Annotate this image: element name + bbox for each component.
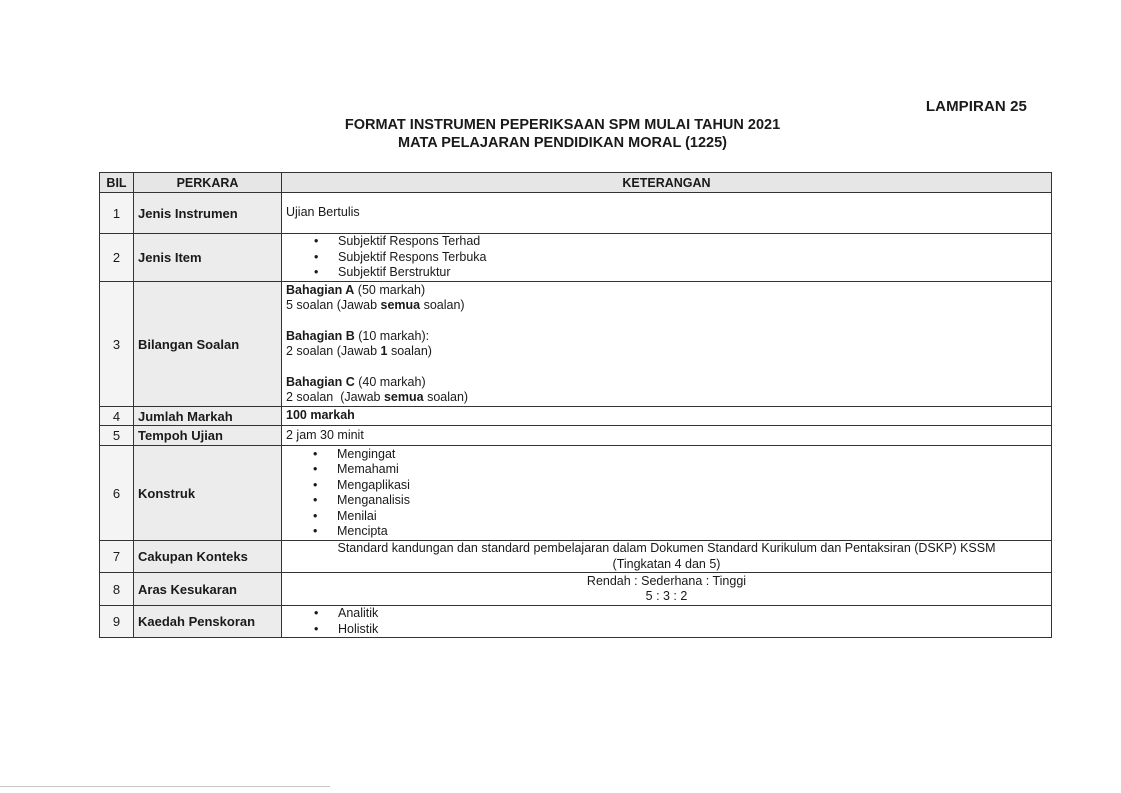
table-row xyxy=(100,446,1052,541)
table-row xyxy=(100,234,1052,282)
row-description xyxy=(282,446,1052,541)
row-item: Jenis Item xyxy=(134,234,282,282)
section-b xyxy=(286,329,1047,360)
section-post: soalan) xyxy=(387,344,432,358)
section-label: Bahagian B xyxy=(286,328,355,343)
title-line-2: MATA PELAJARAN PENDIDIKAN MORAL (1225) xyxy=(398,135,727,151)
section-a xyxy=(286,283,1047,314)
row-description xyxy=(282,234,1052,282)
row-description xyxy=(282,606,1052,638)
row-number: 9 xyxy=(100,606,134,638)
header-perkara: PERKARA xyxy=(134,173,282,193)
section-emph: 1 xyxy=(380,344,388,358)
format-table xyxy=(99,172,1052,638)
section-marks: (50 markah) xyxy=(354,282,426,297)
appendix-label: LAMPIRAN 25 xyxy=(925,98,1027,115)
section-pre: 2 soalan (Jawab xyxy=(286,344,381,358)
list-item: • Mengaplikasi xyxy=(313,478,1047,494)
row-item: Jumlah Markah xyxy=(134,407,282,426)
row-number: 1 xyxy=(100,193,134,234)
section-label: Bahagian A xyxy=(286,282,355,297)
row-number: 7 xyxy=(100,541,134,573)
table-row xyxy=(100,606,1052,638)
header-keterangan: KETERANGAN xyxy=(282,173,1052,193)
row-description: 100 markah xyxy=(282,407,1052,426)
list-item: • Analitik xyxy=(314,606,1047,622)
row-item: Aras Kesukaran xyxy=(134,573,282,606)
difficulty-ratio: 5 : 3 : 2 xyxy=(645,589,688,603)
table-row xyxy=(100,282,1052,407)
list-item: • Menganalisis xyxy=(313,493,1047,509)
item-type-list xyxy=(286,234,1047,281)
list-item: • Mencipta xyxy=(313,524,1047,540)
list-item: • Mengingat xyxy=(313,447,1047,463)
table-row xyxy=(100,426,1052,446)
section-marks: (40 markah) xyxy=(354,374,426,389)
section-emph: semua xyxy=(380,298,421,312)
header-bil: BIL xyxy=(100,173,134,193)
list-item: • Holistik xyxy=(314,622,1047,638)
scoring-list xyxy=(286,606,1047,637)
section-marks: (10 markah): xyxy=(354,328,430,343)
section-label: Bahagian C xyxy=(286,374,355,389)
table-row xyxy=(100,193,1052,234)
row-description: 2 jam 30 minit xyxy=(282,426,1052,446)
row-number: 6 xyxy=(100,446,134,541)
context-line-2: (Tingkatan 4 dan 5) xyxy=(612,556,721,571)
list-item: • Subjektif Respons Terbuka xyxy=(314,250,1047,266)
table-row xyxy=(100,541,1052,573)
document-title xyxy=(0,116,1121,152)
section-emph: semua xyxy=(383,390,424,404)
row-item: Bilangan Soalan xyxy=(134,282,282,407)
scan-edge-line xyxy=(0,786,330,787)
row-description xyxy=(282,282,1052,407)
list-item: • Memahami xyxy=(313,462,1047,478)
context-line-1: Standard kandungan dan standard pembelajaran dalam Dokumen Standard Kurikulum dan Pentaksiran (DSKP) KSSM xyxy=(337,541,996,555)
section-pre: 2 soalan (Jawab xyxy=(286,390,384,404)
row-description: Ujian Bertulis xyxy=(282,193,1052,234)
section-pre: 5 soalan (Jawab xyxy=(286,298,381,312)
row-item: Cakupan Konteks xyxy=(134,541,282,573)
row-description xyxy=(282,541,1052,573)
row-item: Konstruk xyxy=(134,446,282,541)
section-post: soalan) xyxy=(420,298,465,312)
difficulty-labels: Rendah : Sederhana : Tinggi xyxy=(586,573,747,588)
table-header-row xyxy=(100,173,1052,193)
section-post: soalan) xyxy=(423,390,469,404)
list-item: • Subjektif Berstruktur xyxy=(314,265,1047,281)
construct-list xyxy=(286,447,1047,540)
row-number: 2 xyxy=(100,234,134,282)
table-row xyxy=(100,573,1052,606)
row-number: 8 xyxy=(100,573,134,606)
row-item: Kaedah Penskoran xyxy=(134,606,282,638)
row-number: 3 xyxy=(100,282,134,407)
row-number: 4 xyxy=(100,407,134,426)
list-item: • Subjektif Respons Terhad xyxy=(314,234,1047,250)
table-row xyxy=(100,407,1052,426)
row-item: Jenis Instrumen xyxy=(134,193,282,234)
row-number: 5 xyxy=(100,426,134,446)
list-item: • Menilai xyxy=(313,509,1047,525)
section-c xyxy=(286,375,1047,406)
row-description xyxy=(282,573,1052,606)
title-line-1: FORMAT INSTRUMEN PEPERIKSAAN SPM MULAI TAHUN 2021 xyxy=(344,117,781,133)
row-item: Tempoh Ujian xyxy=(134,426,282,446)
